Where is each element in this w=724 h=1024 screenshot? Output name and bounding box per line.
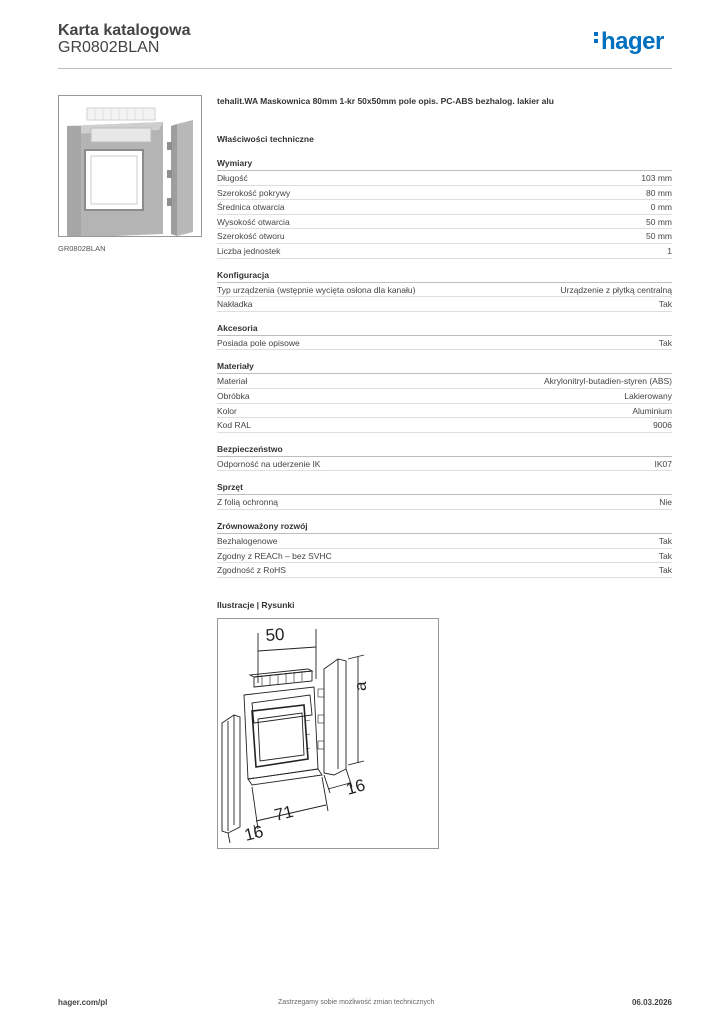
spec-row [217,418,672,433]
spec-label: Zgodny z REACh – bez SVHC [217,550,332,561]
spec-row [217,215,672,230]
spec-label: Z folią ochronną [217,497,278,508]
tech-properties-title: Właściwości techniczne [217,134,314,144]
footer-website[interactable]: hager.com/pl [58,998,108,1007]
spec-value: Urządzenie z płytką centralną [560,284,672,295]
product-description: tehalit.WA Maskownica 80mm 1-kr 50x50mm pole opis. PC-ABS bezhalog. lakier alu [217,96,554,106]
spec-row [217,171,672,186]
illustrations-title: Ilustracje | Rysunki [217,600,295,610]
section-title: Sprzęt [217,482,672,495]
spec-row [217,563,672,578]
spec-label: Długość [217,173,248,183]
spec-value: 50 mm [646,216,672,227]
specs-content [217,96,672,589]
spec-section [217,444,672,472]
spec-value: Tak [658,535,672,546]
spec-label: Wysokość otwarcia [217,216,290,227]
spec-row [217,200,672,215]
spec-row [217,389,672,404]
footer-date: 06.03.2026 [631,998,672,1007]
spec-label: Bezhalogenowe [217,535,278,546]
section-title: Bezpieczeństwo [217,444,672,457]
spec-value: 0 mm [650,202,672,213]
spec-value: Tak [658,565,672,576]
section-title: Materiały [217,361,672,374]
spec-row [217,283,672,298]
spec-label: Nakładka [217,299,253,310]
spec-row [217,457,672,472]
spec-row [217,374,672,389]
spec-section [217,270,672,312]
spec-value: 103 mm [641,173,672,183]
spec-value: Tak [658,337,672,348]
spec-row [217,229,672,244]
spec-row [217,244,672,259]
spec-value: 9006 [653,420,672,431]
spec-value: Nie [659,497,672,508]
spec-section [217,158,672,259]
spec-row [217,495,672,510]
spec-value: Akrylonitryl-butadien-styren (ABS) [543,376,672,387]
spec-value: Tak [658,299,672,310]
spec-row [217,186,672,201]
spec-label: Obróbka [217,390,250,401]
spec-row [217,404,672,419]
spec-value: Lakierowany [624,390,672,401]
section-title: Zrównoważony rozwój [217,521,672,534]
section-title: Konfiguracja [217,270,672,283]
spec-value: 80 mm [646,187,672,198]
spec-label: Kolor [217,405,237,416]
spec-value: 50 mm [646,231,672,242]
footer-disclaimer: Zastrzegamy sobie możliwość zmian technicznych [278,999,435,1006]
dim-width-label: 71 [272,801,296,825]
technical-drawing [217,618,439,849]
document-title: Karta katalogowa [58,22,191,39]
header-divider [58,68,672,69]
spec-value: Tak [658,550,672,561]
spec-row [217,336,672,351]
spec-sections [217,158,672,578]
spec-label: Średnica otwarcia [217,202,285,213]
product-image-icon [59,96,202,237]
spec-value: Aluminium [632,405,672,416]
dim-depth-label: 16 [343,775,368,799]
spec-label: Liczba jednostek [217,245,281,256]
spec-label: Kod RAL [217,420,252,431]
spec-label: Zgodność z RoHS [217,565,286,576]
dim-top-label: 50 [264,624,286,645]
dim-height-label: a [351,681,370,691]
spec-section [217,323,672,351]
section-title: Wymiary [217,158,672,171]
spec-row [217,297,672,312]
spec-label: Odporność na uderzenie IK [217,458,321,469]
spec-value: 1 [667,245,672,256]
dim-left-label: 16 [242,821,266,845]
dimension-drawing-icon [218,619,438,848]
spec-value: IK07 [654,458,672,469]
section-title: Akcesoria [217,323,672,336]
spec-section [217,482,672,510]
spec-label: Szerokość otworu [217,231,285,242]
product-photo [58,95,202,237]
spec-label: Typ urządzenia (wstępnie wycięta osłona dla kanału) [217,284,416,295]
spec-label: Szerokość pokrywy [217,187,291,198]
spec-label: Posiada pole opisowe [217,337,300,348]
logo-dots-icon [594,32,599,46]
spec-row [217,534,672,549]
photo-caption: GR0802BLAN [58,244,106,253]
spec-section [217,361,672,432]
product-code: GR0802BLAN [58,39,160,56]
hager-logo[interactable] [594,28,664,56]
spec-row [217,549,672,564]
logo-text: hager [601,28,664,55]
spec-section [217,521,672,578]
spec-label: Materiał [217,376,248,387]
